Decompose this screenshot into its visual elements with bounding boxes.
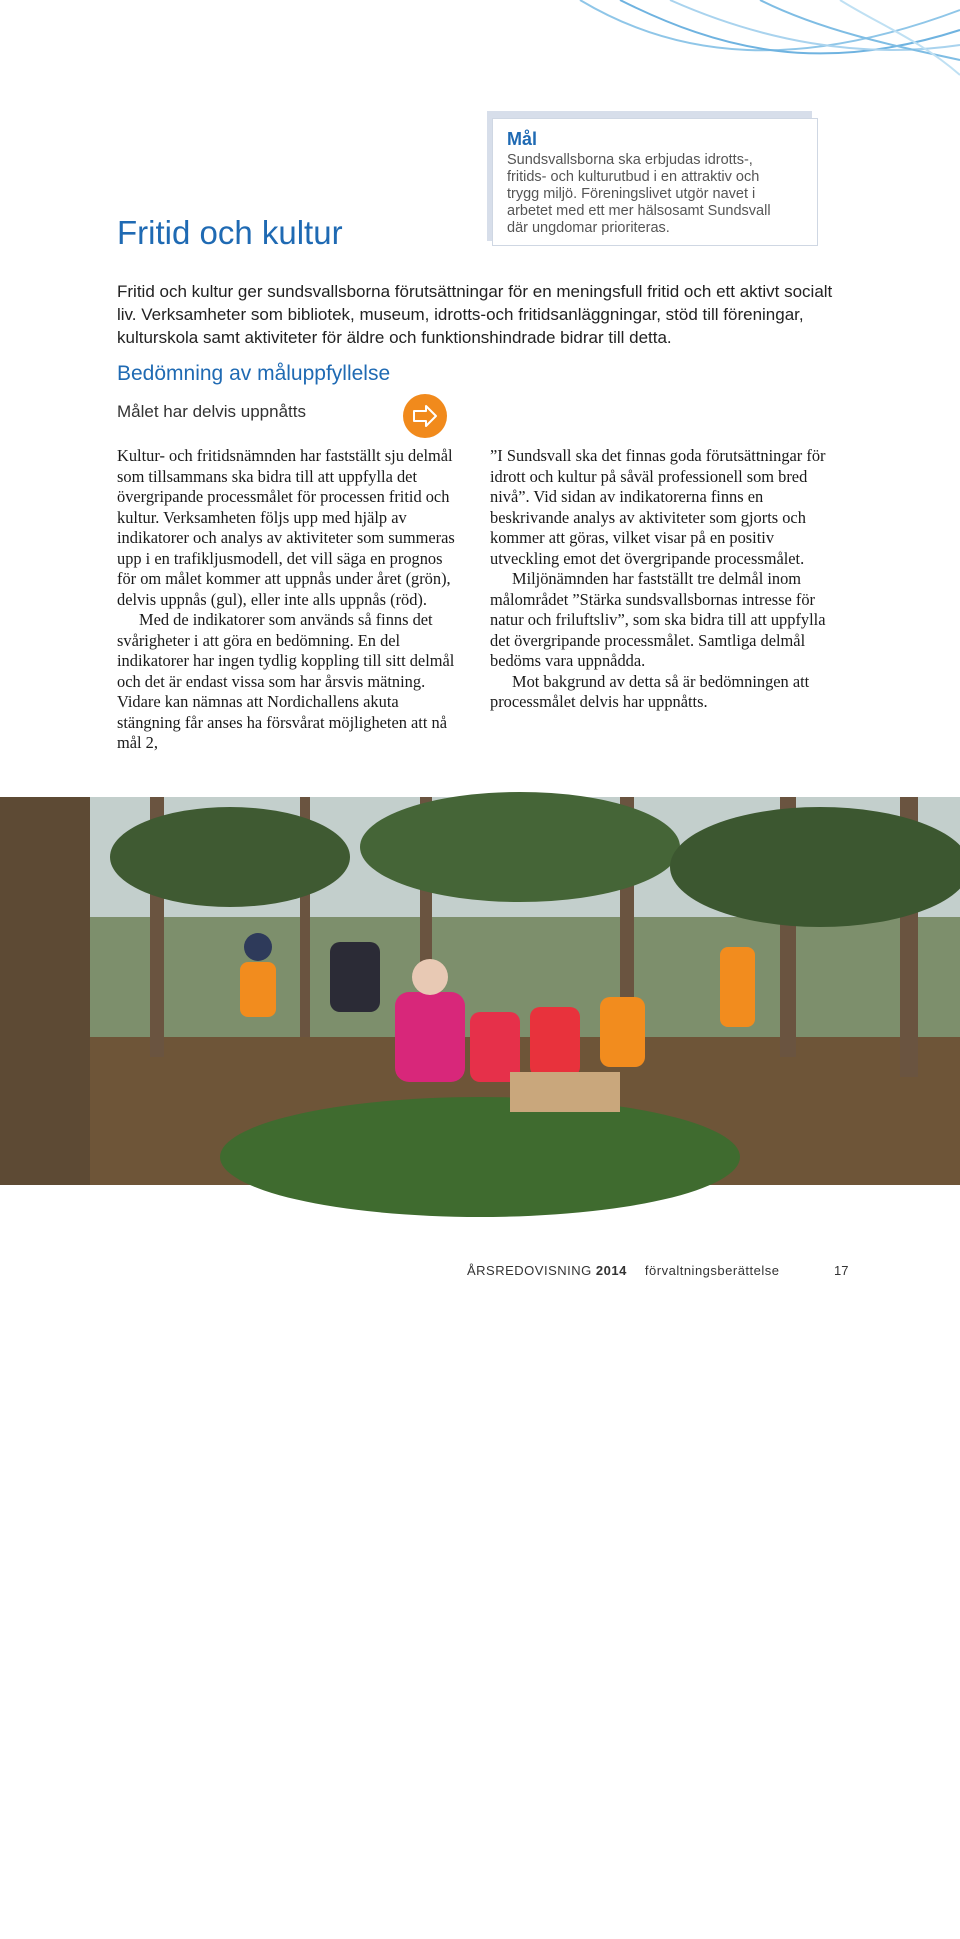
photo-credit: Fotograf: Bo Fernström [52,1783,69,1939]
intro-paragraph: Fritid och kultur ger sundsvallsborna förutsättningar för en meningsfull fritid och ett aktivt socialt liv. Verksamheter som bibliotek, museum, idrotts-och fritidsanläggningar, stöd till föreningar, kulturskola samt aktiviteter för äldre och funktionshindrade bidrar till detta. [117,282,833,347]
body-paragraph: Miljönämnden har fastställt tre delmål inom målområdet ”Stärka sundsvallsbornas intresse för natur och friluftsliv”, som ska bidra till att uppfylla det övergripande processmålet. Samtliga delmål bedöms vara uppnådda. [490,569,826,670]
body-paragraph: Med de indikatorer som används så finns det svårigheter i att göra en bedömning. En del indikatorer har ingen tydlig koppling till sitt delmål och det är endast vissa som har årsvis mätning. Vidare kan nämnas att Nordichallens akuta stängning får anses ha försvårat möjligheten att nå mål 2, [117,610,455,752]
body-column-right [490,446,830,713]
goal-line: Sundsvallsborna ska erbjudas idrotts-, [507,152,753,168]
goal-line: trygg miljö. Föreningslivet utgör navet i [507,186,756,202]
assessment-verdict: Målet har delvis uppnåtts [117,402,306,421]
body-paragraph: ”I Sundsvall ska det finnas goda förutsättningar för idrott och kultur på såväl professionell som bred nivå”. Vid sidan av indikatorerna finns en beskrivande analys av aktiviteter som gjorts och kommer att göras, vilket visar på en positiv utveckling emot det övergripande processmålet. [490,446,826,568]
goal-box [492,118,818,246]
page-number: 17 [834,1263,849,1278]
footer-year: 2014 [595,1263,627,1278]
footer-doc-name: ÅRSREDOVISNING [467,1263,592,1278]
goal-text [507,152,803,237]
decorative-wave-lines [560,0,960,80]
body-paragraph: Mot bakgrund av detta så är bedömningen att processmålet delvis har uppnåtts. [490,671,810,711]
goal-line: arbetet med ett mer hälsosamt Sundsvall [507,203,771,219]
body-column-left [117,446,457,754]
body-paragraph: Kultur- och fritidsnämnden har fastställt sju delmål som tillsammans ska bidra till att uppfylla det övergripande processmålet för processen fritid och kultur. Verksamheten följs upp med hjälp av indikatorer och analys av aktiviteter som summeras upp i en trafikljusmodell, det vill säga en prognos för om målet kommer att uppnås under året (grön), delvis uppnås (gul), eller inte alls uppnås (röd). [117,446,455,609]
footer-document [467,1263,780,1278]
goal-line: där ungdomar prioriteras. [507,220,670,236]
goal-line: fritids- och kulturutbud i en attraktiv och [507,169,760,185]
footer-section: förvaltningsberättelse [644,1263,780,1278]
page-title: Fritid och kultur [117,214,343,251]
arrow-right-icon [403,394,447,438]
assessment-heading: Bedömning av måluppfyllelse [117,362,391,385]
goal-title: Mål [507,129,538,149]
